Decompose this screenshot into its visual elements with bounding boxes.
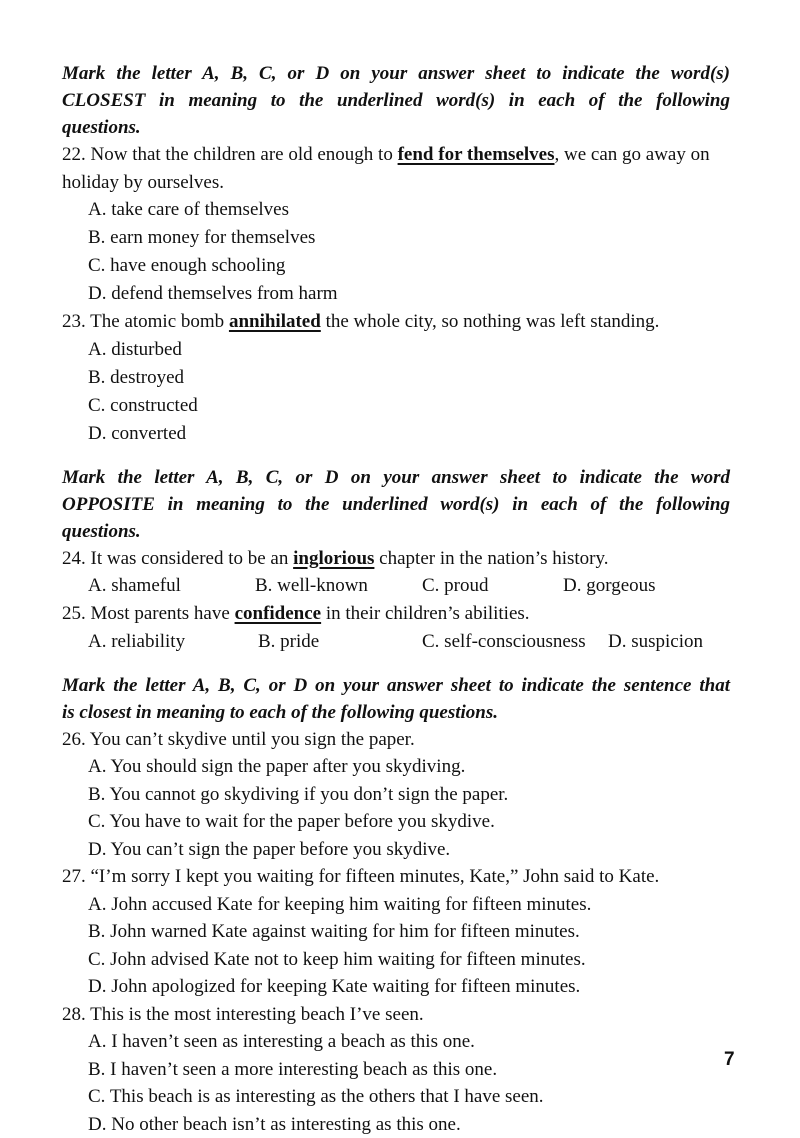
instruction-line: Mark the letter A, B, C, or D on your answer sheet to indicate the sentence that <box>62 672 730 699</box>
question-stem: 23. The atomic bomb annihilated the whole city, so nothing was left standing. <box>62 308 730 336</box>
page-number: 7 <box>724 1049 735 1071</box>
option-a: A. You should sign the paper after you skydiving. <box>88 753 730 781</box>
option-a: A. John accused Kate for keeping him waiting for fifteen minutes. <box>88 891 730 919</box>
options-grid <box>62 196 730 308</box>
options-row <box>62 628 730 656</box>
option-d: D. No other beach isn’t as interesting as this one. <box>88 1111 730 1138</box>
question-23 <box>62 308 730 448</box>
question-stem: 22. Now that the children are old enough to fend for themselves, we can go away on holiday by ourselves. <box>62 141 730 196</box>
option-d: D. defend themselves from harm <box>88 280 422 308</box>
question-stem: 27. “I’m sorry I kept you waiting for fifteen minutes, Kate,” John said to Kate. <box>62 863 730 891</box>
options-grid <box>62 336 730 448</box>
question-25 <box>62 600 730 656</box>
question-stem: 26. You can’t skydive until you sign the paper. <box>62 726 730 754</box>
option-d: D. You can’t sign the paper before you skydive. <box>88 836 730 864</box>
option-d: D. gorgeous <box>563 572 656 600</box>
question-28 <box>62 1001 730 1138</box>
options-list <box>62 753 730 863</box>
option-c: C. self-consciousness <box>422 628 608 656</box>
section3-instruction <box>62 672 730 726</box>
question-27 <box>62 863 730 1001</box>
option-a: A. disturbed <box>88 336 422 364</box>
option-b: B. pride <box>258 628 422 656</box>
option-a: A. take care of themselves <box>88 196 422 224</box>
option-d: D. suspicion <box>608 628 703 656</box>
instruction-line: OPPOSITE in meaning to the underlined word(s) in each of the following <box>62 491 730 518</box>
question-stem: 25. Most parents have confidence in their children’s abilities. <box>62 600 730 628</box>
option-a: A. shameful <box>88 572 255 600</box>
option-c: C. proud <box>422 572 563 600</box>
question-26 <box>62 726 730 864</box>
instruction-line: questions. <box>62 518 730 545</box>
option-c: C. This beach is as interesting as the others that I have seen. <box>88 1083 730 1111</box>
underlined-keyword: annihilated <box>229 311 321 332</box>
option-b: B. I haven’t seen a more interesting beach as this one. <box>88 1056 730 1084</box>
option-c: C. You have to wait for the paper before you skydive. <box>88 808 730 836</box>
option-c: C. constructed <box>88 392 422 420</box>
instruction-line: Mark the letter A, B, C, or D on your answer sheet to indicate the word(s) <box>62 60 730 87</box>
instruction-line: CLOSEST in meaning to the underlined word(s) in each of the following <box>62 87 730 114</box>
instruction-line: is closest in meaning to each of the following questions. <box>62 699 730 726</box>
option-b: B. destroyed <box>88 364 422 392</box>
option-c: C. John advised Kate not to keep him waiting for fifteen minutes. <box>88 946 730 974</box>
options-list <box>62 891 730 1001</box>
question-stem: 28. This is the most interesting beach I’ve seen. <box>62 1001 730 1029</box>
option-d: D. John apologized for keeping Kate waiting for fifteen minutes. <box>88 973 730 1001</box>
option-a: A. reliability <box>88 628 258 656</box>
underlined-keyword: fend for themselves <box>398 144 555 165</box>
underlined-keyword: confidence <box>235 603 322 624</box>
options-row <box>62 572 730 600</box>
question-22 <box>62 141 730 308</box>
options-list <box>62 1028 730 1138</box>
option-b: B. John warned Kate against waiting for him for fifteen minutes. <box>88 918 730 946</box>
worksheet-page <box>62 60 730 1138</box>
instruction-line: questions. <box>62 114 730 141</box>
option-b: B. earn money for themselves <box>88 224 422 252</box>
option-c: C. have enough schooling <box>88 252 422 280</box>
option-d: D. converted <box>88 420 422 448</box>
question-24 <box>62 545 730 601</box>
section2-instruction <box>62 464 730 545</box>
option-b: B. well-known <box>255 572 422 600</box>
instruction-line: Mark the letter A, B, C, or D on your answer sheet to indicate the word <box>62 464 730 491</box>
option-a: A. I haven’t seen as interesting a beach as this one. <box>88 1028 730 1056</box>
underlined-keyword: inglorious <box>293 548 374 569</box>
option-b: B. You cannot go skydiving if you don’t sign the paper. <box>88 781 730 809</box>
section1-instruction <box>62 60 730 141</box>
question-stem: 24. It was considered to be an inglorious chapter in the nation’s history. <box>62 545 730 573</box>
